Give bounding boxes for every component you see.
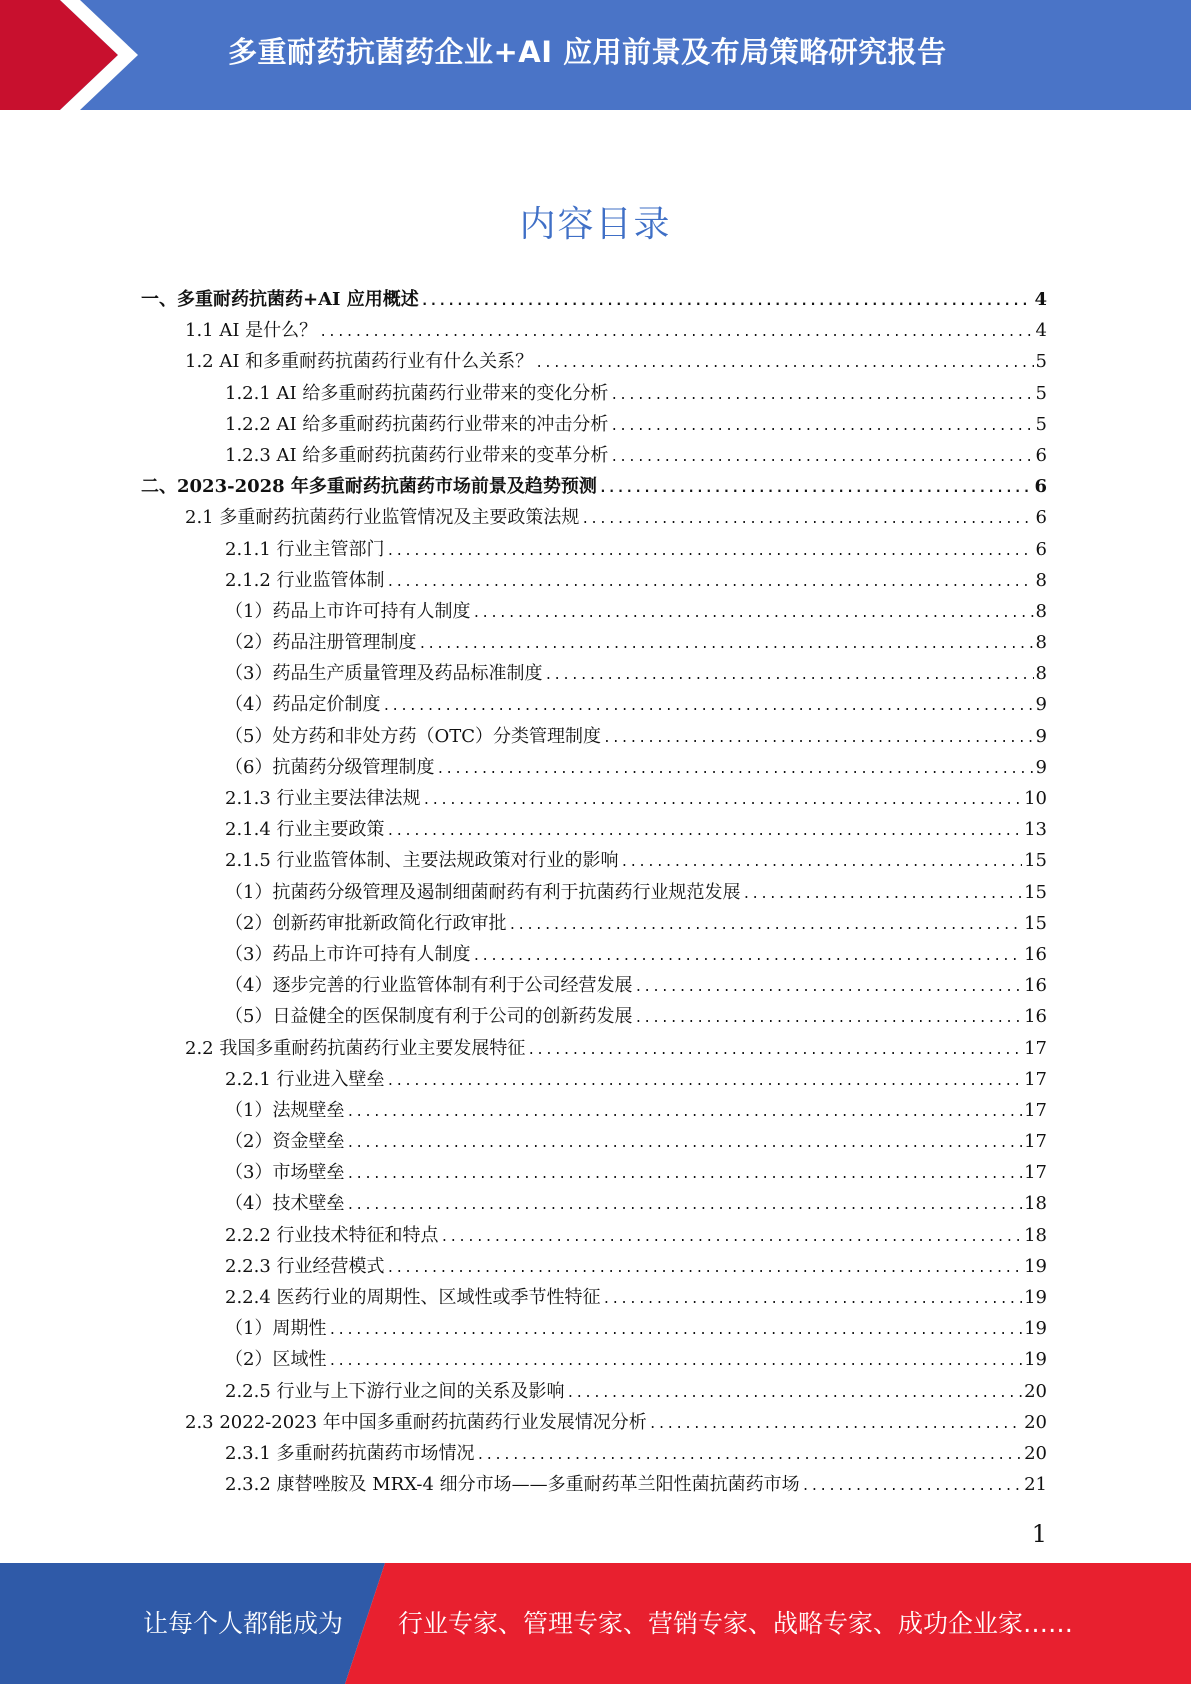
toc-entry-text: 2.3.2 康替唑胺及 MRX-4 细分市场——多重耐药革兰阳性菌抗菌药市场 (225, 1474, 800, 1496)
toc-entry-text: 2.1.1 行业主管部门 (225, 538, 385, 560)
toc-entry[interactable] (141, 596, 1047, 627)
toc-dot-leader (649, 1409, 1022, 1440)
toc-entry[interactable] (141, 1344, 1047, 1375)
toc-entry-page: 10 (1024, 788, 1047, 809)
toc-entry-page: 17 (1024, 1037, 1047, 1059)
toc-entry-text: 2.2.3 行业经营模式 (225, 1255, 385, 1277)
toc-entry-page: 5 (1035, 382, 1047, 404)
toc-entry-page: 8 (1035, 632, 1047, 654)
toc-entry-text: （2）创新药审批新政简化行政审批 (225, 912, 507, 934)
toc-entry[interactable] (141, 752, 1047, 783)
toc-entry-text: （1）抗菌药分级管理及遏制细菌耐药有利于抗菌药行业规范发展 (225, 881, 741, 903)
toc-entry-text: （1）药品上市许可持有人制度 (225, 600, 471, 622)
toc-entry-page: 17 (1024, 1131, 1047, 1153)
toc-entry-text: 2.3.1 多重耐药抗菌药市场情况 (225, 1442, 475, 1464)
toc-dot-leader (621, 847, 1023, 878)
toc-entry-page: 19 (1024, 1255, 1047, 1277)
toc-dot-leader (346, 1190, 1022, 1221)
toc-dot-leader (610, 442, 1033, 473)
toc-entry-text: 2.2.1 行业进入壁垒 (225, 1068, 385, 1090)
toc-entry[interactable] (141, 315, 1047, 346)
toc-entry-page: 8 (1035, 569, 1047, 591)
toc-entry[interactable] (141, 1095, 1047, 1126)
toc-dot-leader (508, 910, 1022, 941)
toc-entry-text: （6）抗菌药分级管理制度 (225, 756, 435, 778)
toc-dot-leader (387, 816, 1023, 847)
toc-entry[interactable] (141, 1438, 1047, 1469)
toc-entry-text: （1）周期性 (225, 1318, 327, 1340)
toc-entry-text: （1）法规壁垒 (225, 1099, 345, 1121)
toc-entry-page: 20 (1024, 1380, 1047, 1402)
toc-entry-page: 15 (1024, 850, 1047, 872)
toc-dot-leader (634, 972, 1022, 1003)
footer-slogan-left: 让每个人都能成为 (143, 1609, 344, 1638)
toc-dot-leader (802, 1471, 1022, 1502)
toc-entry[interactable] (141, 970, 1047, 1001)
toc-dot-leader (610, 411, 1033, 442)
toc-entry[interactable] (141, 1157, 1047, 1188)
toc-entry-text: 1.2.3 AI 给多重耐药抗菌药行业带来的变革分析 (225, 444, 609, 466)
toc-entry-page: 13 (1024, 819, 1047, 841)
toc-dot-leader (346, 1128, 1022, 1159)
toc-entry-page: 19 (1024, 1287, 1047, 1308)
toc-entry-text: （3）药品上市许可持有人制度 (225, 943, 471, 965)
toc-dot-leader (634, 1003, 1022, 1034)
toc-entry-page: 6 (1035, 538, 1047, 560)
toc-dot-leader (319, 317, 1033, 348)
toc-entry[interactable] (141, 627, 1047, 658)
toc-dot-leader (527, 1035, 1022, 1066)
toc-dot-leader (436, 754, 1033, 785)
toc-entry-text: 2.1.4 行业主要政策 (225, 819, 385, 841)
toc-entry-page: 5 (1035, 413, 1047, 435)
toc-entry[interactable] (141, 783, 1047, 814)
toc-entry-page: 20 (1024, 1411, 1047, 1433)
toc-entry[interactable] (141, 1064, 1047, 1095)
toc-dot-leader (382, 691, 1033, 722)
toc-entry-text: （5）日益健全的医保制度有利于公司的创新药发展 (225, 1006, 633, 1028)
toc-dot-leader (328, 1346, 1022, 1377)
header-arrow-decoration (0, 0, 180, 110)
toc-dot-leader (477, 1440, 1023, 1471)
toc-entry[interactable] (141, 689, 1047, 720)
toc-entry[interactable] (141, 1251, 1047, 1282)
toc-dot-leader (328, 1315, 1022, 1346)
report-title: 多重耐药抗菌药企业+AI 应用前景及布局策略研究报告 (228, 35, 947, 69)
toc-entry[interactable] (141, 409, 1047, 440)
toc-entry[interactable] (141, 1313, 1047, 1344)
toc-entry-page: 8 (1035, 663, 1047, 685)
toc-entry-page: 21 (1024, 1474, 1047, 1496)
toc-entry-page: 15 (1024, 881, 1047, 903)
toc-entry-text: （5）处方药和非处方药（OTC）分类管理制度 (225, 725, 601, 747)
toc-entry[interactable] (141, 1001, 1047, 1032)
toc-entry[interactable] (141, 908, 1047, 939)
toc-entry[interactable] (141, 1220, 1047, 1251)
table-of-contents (141, 284, 1047, 1500)
toc-dot-leader (535, 348, 1033, 379)
toc-entry[interactable] (141, 284, 1047, 315)
toc-entry-text: （2）药品注册管理制度 (225, 632, 417, 654)
toc-entry-text: 2.2.4 医药行业的周期性、区域性或季节性特征 (225, 1287, 601, 1308)
toc-dot-leader (603, 1284, 1023, 1315)
toc-dot-leader (387, 567, 1034, 598)
toc-dot-leader (581, 504, 1033, 535)
toc-dot-leader (742, 879, 1022, 910)
toc-dot-leader (387, 1066, 1023, 1097)
toc-entry-page: 18 (1024, 1224, 1047, 1246)
page-header (0, 0, 1191, 110)
toc-dot-leader (346, 1159, 1022, 1190)
toc-dot-leader (387, 1253, 1023, 1284)
toc-entry-text: 2.2 我国多重耐药抗菌药行业主要发展特征 (185, 1037, 526, 1059)
toc-dot-leader (472, 598, 1033, 629)
toc-entry-page: 16 (1024, 1006, 1047, 1028)
toc-entry-text: （3）药品生产质量管理及药品标准制度 (225, 663, 543, 685)
toc-entry-page: 4 (1035, 320, 1047, 342)
toc-entry[interactable] (141, 1188, 1047, 1219)
toc-entry[interactable] (141, 1126, 1047, 1157)
toc-entry-page: 19 (1024, 1318, 1047, 1340)
toc-entry-page: 17 (1024, 1068, 1047, 1090)
toc-dot-leader (610, 380, 1033, 411)
toc-entry[interactable] (141, 1282, 1047, 1313)
toc-entry[interactable] (141, 1376, 1047, 1407)
toc-entry-text: 2.3 2022-2023 年中国多重耐药抗菌药行业发展情况分析 (185, 1411, 647, 1433)
toc-entry[interactable] (141, 939, 1047, 970)
toc-dot-leader (544, 660, 1033, 691)
toc-entry[interactable] (141, 845, 1047, 876)
toc-entry-text: 1.2 AI 和多重耐药抗菌药行业有什么关系？ (185, 351, 534, 373)
toc-dot-leader (441, 1222, 1023, 1253)
toc-title: 内容目录 (519, 204, 672, 245)
toc-entry-text: 2.1.5 行业监管体制、主要法规政策对行业的影响 (225, 850, 619, 872)
toc-entry-text: 2.1 多重耐药抗菌药行业监管情况及主要政策法规 (185, 507, 580, 529)
toc-entry-text: 1.2.1 AI 给多重耐药抗菌药行业带来的变化分析 (225, 382, 609, 404)
toc-entry-text: 2.2.2 行业技术特征和特点 (225, 1224, 439, 1246)
toc-dot-leader (423, 785, 1023, 816)
toc-entry-page: 6 (1034, 476, 1047, 498)
toc-entry[interactable] (141, 471, 1047, 502)
toc-entry-page: 4 (1034, 289, 1047, 310)
toc-entry[interactable] (141, 1033, 1047, 1064)
footer-slogan-right: 行业专家、管理专家、营销专家、战略专家、成功企业家…… (398, 1609, 1074, 1638)
toc-entry-text: （4）逐步完善的行业监管体制有利于公司经营发展 (225, 975, 633, 997)
toc-entry-page: 20 (1024, 1442, 1047, 1464)
toc-entry-text: 2.1.2 行业监管体制 (225, 569, 385, 591)
toc-dot-leader (421, 286, 1033, 317)
toc-entry-page: 16 (1024, 975, 1047, 997)
toc-entry[interactable] (141, 658, 1047, 689)
toc-entry-text: 二、2023-2028 年多重耐药抗菌药市场前景及趋势预测 (141, 476, 597, 498)
toc-entry-page: 9 (1035, 756, 1047, 778)
toc-entry[interactable] (141, 565, 1047, 596)
toc-dot-leader (346, 1097, 1022, 1128)
toc-entry-page: 16 (1024, 943, 1047, 965)
toc-entry-page: 19 (1024, 1349, 1047, 1371)
page-footer (0, 1563, 1191, 1684)
toc-entry-text: （2）资金壁垒 (225, 1131, 345, 1153)
toc-entry-text: 1.2.2 AI 给多重耐药抗菌药行业带来的冲击分析 (225, 413, 609, 435)
toc-entry-text: 1.1 AI 是什么？ (185, 320, 318, 342)
page-number: 1 (1031, 1520, 1047, 1548)
toc-entry[interactable] (141, 534, 1047, 565)
toc-entry[interactable] (141, 721, 1047, 752)
toc-entry[interactable] (141, 877, 1047, 908)
toc-entry-page: 18 (1024, 1193, 1047, 1215)
toc-entry[interactable] (141, 502, 1047, 533)
toc-entry-page: 9 (1035, 694, 1047, 716)
toc-entry-page: 6 (1035, 507, 1047, 529)
toc-dot-leader (472, 941, 1022, 972)
toc-entry[interactable] (141, 440, 1047, 471)
toc-dot-leader (418, 629, 1033, 660)
toc-entry-page: 9 (1035, 725, 1047, 747)
toc-dot-leader (599, 473, 1033, 504)
toc-entry-text: 一、多重耐药抗菌药+AI 应用概述 (141, 289, 419, 310)
toc-entry[interactable] (141, 346, 1047, 377)
toc-entry-page: 17 (1024, 1099, 1047, 1121)
toc-entry-text: （2）区域性 (225, 1349, 327, 1371)
toc-entry-text: 2.2.5 行业与上下游行业之间的关系及影响 (225, 1380, 565, 1402)
toc-entry-page: 5 (1035, 351, 1047, 373)
toc-entry-page: 17 (1024, 1162, 1047, 1184)
toc-entry-text: （4）药品定价制度 (225, 694, 381, 716)
toc-entry-text: （4）技术壁垒 (225, 1193, 345, 1215)
toc-entry[interactable] (141, 1469, 1047, 1500)
toc-entry-text: （3）市场壁垒 (225, 1162, 345, 1184)
toc-entry-page: 15 (1024, 912, 1047, 934)
toc-entry-page: 6 (1035, 444, 1047, 466)
toc-entry[interactable] (141, 1407, 1047, 1438)
toc-dot-leader (567, 1378, 1023, 1409)
toc-dot-leader (387, 536, 1034, 567)
toc-dot-leader (603, 723, 1034, 754)
toc-entry-text: 2.1.3 行业主要法律法规 (225, 788, 421, 809)
toc-entry[interactable] (141, 378, 1047, 409)
toc-entry-page: 8 (1035, 600, 1047, 622)
toc-entry[interactable] (141, 814, 1047, 845)
